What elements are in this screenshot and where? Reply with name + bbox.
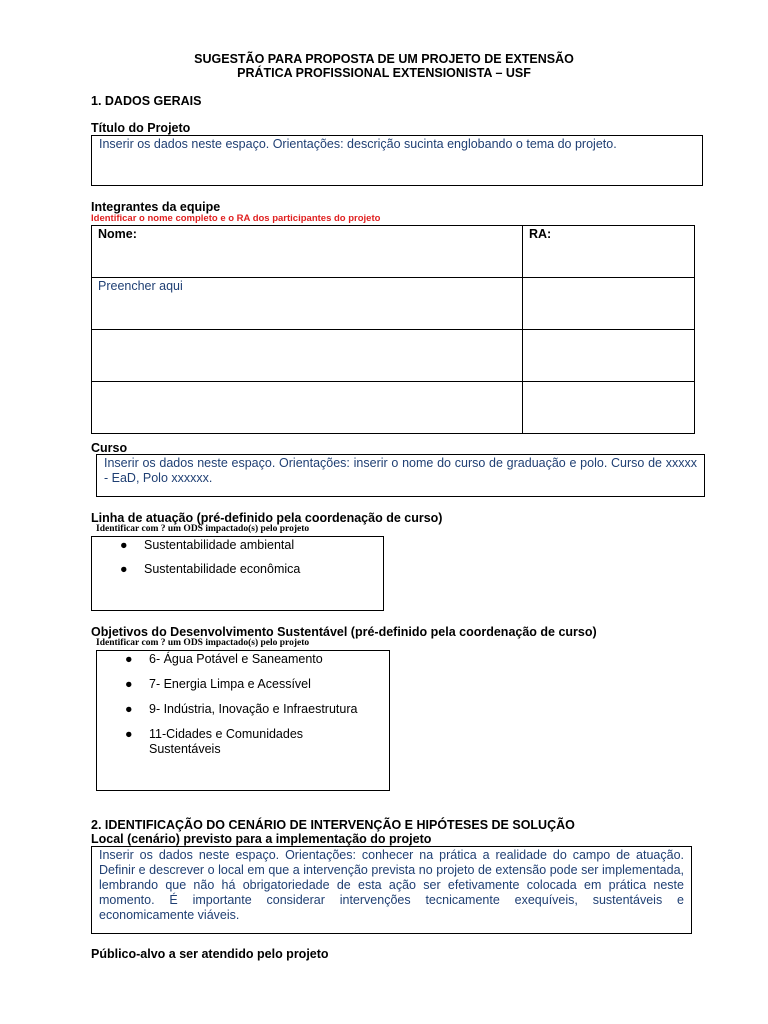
list-item[interactable] (97, 702, 369, 717)
bullet-icon: ● (120, 538, 128, 552)
team-table (91, 225, 695, 434)
list-item-label: 9- Indústria, Inovação e Infraestrutura (149, 702, 358, 716)
list-item-label: 7- Energia Limpa e Acessível (149, 677, 311, 691)
team-hint: Identificar o nome completo e o RA dos participantes do projeto (91, 213, 381, 224)
line-box (91, 536, 384, 611)
doc-title-line2: PRÁTICA PROFISSIONAL EXTENSIONISTA – USF (237, 66, 531, 80)
ods-label: Objetivos do Desenvolvimento Sustentável (pré-definido pela coordenação de curso) (91, 625, 597, 639)
name-cell[interactable] (92, 278, 523, 330)
name-placeholder: Preencher aqui (98, 279, 183, 293)
team-label: Integrantes da equipe (91, 200, 221, 214)
list-item[interactable] (97, 677, 369, 692)
bullet-icon: ● (125, 677, 133, 691)
project-title-box[interactable] (91, 135, 703, 186)
list-item[interactable] (92, 562, 383, 577)
table-row (92, 226, 695, 278)
list-item[interactable] (97, 727, 369, 757)
project-title-text: Inserir os dados neste espaço. Orientações: descrição sucinta englobando o tema do projeto. (99, 137, 617, 151)
course-label: Curso (91, 441, 128, 455)
ra-cell[interactable] (523, 330, 695, 382)
ra-header-cell (523, 226, 695, 278)
line-hint: Identificar com ? um ODS impactado(s) pelo projeto (96, 524, 310, 534)
name-header-cell (92, 226, 523, 278)
ods-hint: Identificar com ? um ODS impactado(s) pelo projeto (96, 638, 310, 648)
location-box[interactable] (91, 846, 692, 934)
ods-list (97, 652, 389, 757)
course-text: Inserir os dados neste espaço. Orientações: inserir o nome do curso de graduação e polo. Curso de xxxxx - EaD, Polo xxxxxx. (104, 456, 697, 485)
line-label: Linha de atuação (pré-definido pela coordenação de curso) (91, 511, 443, 525)
bullet-icon: ● (125, 652, 133, 666)
doc-title-line1: SUGESTÃO PARA PROPOSTA DE UM PROJETO DE EXTENSÃO (194, 52, 574, 66)
project-title-label: Título do Projeto (91, 121, 191, 135)
section1-heading: 1. DADOS GERAIS (91, 94, 202, 108)
ods-box (96, 650, 390, 791)
bullet-icon: ● (120, 562, 128, 576)
location-label: Local (cenário) previsto para a implementação do projeto (91, 832, 432, 846)
bullet-icon: ● (125, 702, 133, 716)
table-row (92, 382, 695, 434)
list-item-label: 6- Água Potável e Saneamento (149, 652, 323, 666)
audience-label: Público-alvo a ser atendido pelo projeto (91, 947, 329, 961)
name-header: Nome: (98, 227, 137, 241)
table-row (92, 278, 695, 330)
course-box[interactable] (96, 454, 705, 497)
list-item[interactable] (92, 538, 383, 553)
list-item[interactable] (97, 652, 369, 667)
list-item-label: Sustentabilidade econômica (144, 562, 301, 576)
line-list (92, 538, 383, 577)
name-cell[interactable] (92, 382, 523, 434)
table-row (92, 330, 695, 382)
ra-cell[interactable] (523, 278, 695, 330)
list-item-label: Sustentabilidade ambiental (144, 538, 295, 552)
ra-cell[interactable] (523, 382, 695, 434)
name-cell[interactable] (92, 330, 523, 382)
bullet-icon: ● (125, 727, 133, 741)
location-text: Inserir os dados neste espaço. Orientações: conhecer na prática a realidade do campo de atuação. Definir e descrever o local em que a intervenção prevista no projeto de extensão pode ser implementada, lembrando que não há obrigatoriedade de esta ação ser efetivamente colocada em prática neste momento. É importante considerar intervenções tecnicamente exequíveis, sustentáveis e economicamente viáveis. (99, 848, 684, 922)
section2-heading: 2. IDENTIFICAÇÃO DO CENÁRIO DE INTERVENÇÃO E HIPÓTESES DE SOLUÇÃO (91, 818, 575, 832)
ra-header: RA: (529, 227, 552, 241)
list-item-label: 11-Cidades e Comunidades Sustentáveis (149, 727, 304, 756)
